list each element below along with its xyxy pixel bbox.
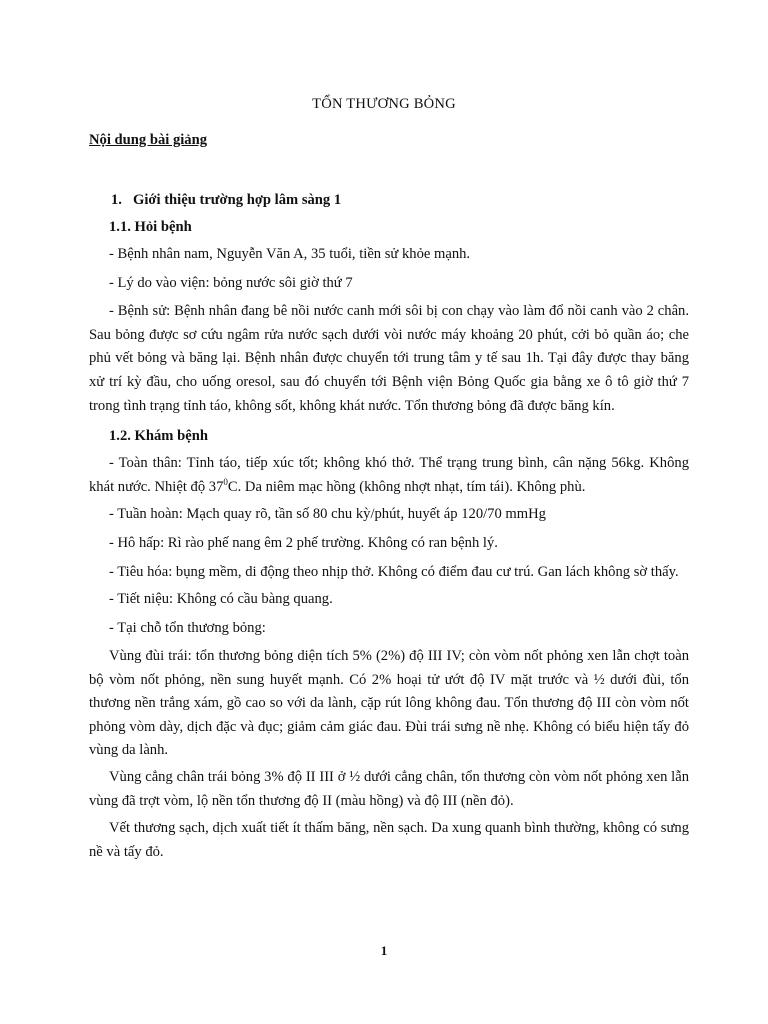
- heading-level-1: [111, 190, 689, 211]
- heading-number: 1.: [111, 192, 122, 208]
- page-number: 1: [380, 943, 388, 958]
- exam-urinary: - Tiết niệu: Không có cầu bàng quang.: [109, 591, 333, 608]
- local-wound: Vết thương sạch, dịch xuất tiết ít thấm băng, nền sạch. Da xung quanh bình thường, không có sưng nề và tấy đỏ.: [89, 820, 689, 860]
- exam-general-text: - Toàn thân: Tỉnh táo, tiếp xúc tốt; không khó thở. Thể trạng trung bình, cân nặng 56kg. Không khát nước. Nhiệt độ 37: [89, 455, 689, 495]
- exam-local-heading: - Tại chỗ tổn thương bỏng:: [109, 619, 266, 636]
- history-reason: - Lý do vào viện: bỏng nước sôi giờ thứ 7: [109, 274, 353, 291]
- document-title: TỔN THƯƠNG BỎNG: [312, 96, 456, 112]
- exam-general: [89, 452, 689, 499]
- document-body: [89, 190, 689, 868]
- local-shin: Vùng cẳng chân trái bỏng 3% độ II III ở ½ dưới cẳng chân, tổn thương còn vòm nốt phỏng xen lẫn vùng đã trợt vòm, lộ nền tổn thương độ II (màu hồng) và độ III (nền đỏ).: [89, 769, 689, 809]
- section-heading: Nội dung bài giảng: [89, 132, 208, 148]
- degree-superscript: 0: [223, 476, 228, 487]
- exam-circulation: - Tuần hoàn: Mạch quay rõ, tần số 80 chu kỳ/phút, huyết áp 120/70 mmHg: [109, 506, 546, 523]
- exam-general-text-cont: C. Da niêm mạc hồng (không nhợt nhạt, tím tái). Không phù.: [227, 478, 586, 495]
- subheading-exam: 1.2. Khám bệnh: [109, 428, 208, 445]
- history-course: - Bệnh sử: Bệnh nhân đang bê nồi nước canh mới sôi bị con chạy vào làm đổ nồi canh vào 2 chân. Sau bỏng được sơ cứu ngâm rửa nước sạch dưới vòi nước máy khoảng 20 phút, cởi bỏ quần áo; che phủ vết bỏng và băng lại. Bệnh nhân được chuyển tới trung tâm y tế sau 1h. Tại đây được thay băng xử trí kỳ đầu, cho uống oresol, sau đó chuyển tới Bệnh viện Bỏng Quốc gia bằng xe ô tô giờ thứ 7 trong tình trạng tỉnh táo, không sốt, không khát nước. Tổn thương bỏng đã được băng kín.: [89, 303, 689, 414]
- exam-digestive: - Tiêu hóa: bụng mềm, di động theo nhịp thở. Không có điểm đau cư trú. Gan lách không sờ thấy.: [109, 563, 679, 580]
- heading-text: Giới thiệu trường hợp lâm sàng 1: [133, 192, 342, 208]
- history-patient: - Bệnh nhân nam, Nguyễn Văn A, 35 tuổi, tiền sử khỏe mạnh.: [109, 246, 471, 262]
- local-thigh: Vùng đùi trái: tổn thương bỏng diện tích 5% (2%) độ III IV; còn vòm nốt phỏng xen lẫn chợt toàn bộ vòm nốt phỏng, nền sung huyết mạnh. Có 2% hoại tử ướt độ IV mặt trước và ½ dưới đùi, tổn thương nền trắng xám, gồ cao so với da lành, cặp rút lông không đau. Tổn thương độ III còn vòm nốt phỏng vòm dày, dịch đặc và đục; giảm cảm giác đau. Đùi trái sưng nề nhẹ. Không có biểu hiện tấy đỏ vùng da lành.: [89, 648, 689, 758]
- exam-respiratory: - Hô hấp: Rì rào phế nang êm 2 phế trường. Không có ran bệnh lý.: [109, 534, 498, 551]
- subheading-history: 1.1. Hỏi bệnh: [109, 219, 192, 235]
